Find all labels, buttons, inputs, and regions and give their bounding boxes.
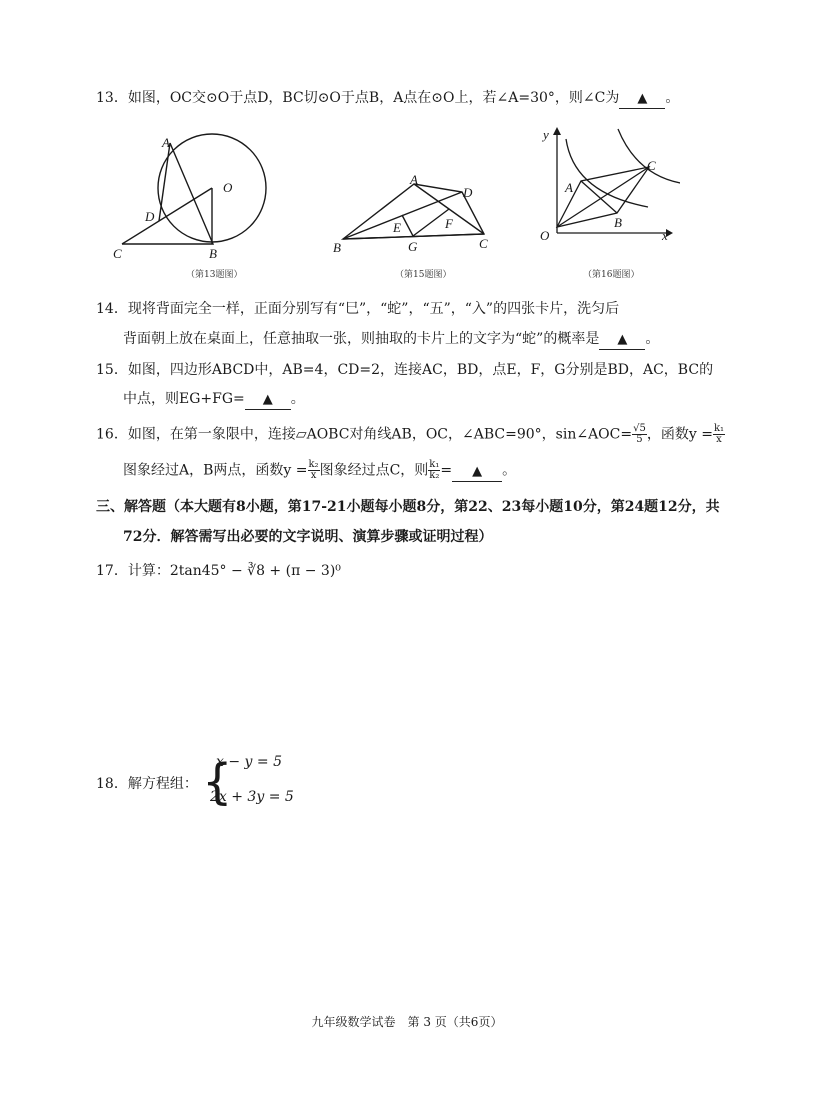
question-16-line2: 图象经过A，B两点，函数y = $\frac{\text{k₂}}{x}$ 图象经过点C，则 $\frac{\text{k₁}}{\text{k₂}}$ = ▲ 。 (123, 459, 517, 481)
q14-line1: 14．现将背面完全一样，正面分别写有“巳”，“蛇”，“五”，“入”的四张卡片，洗匀后 (96, 301, 620, 317)
figure-16 (530, 123, 680, 248)
fraction-k2-x: $\frac{\text{k₂}}{x}$ (308, 459, 319, 481)
label-c: C (479, 236, 488, 251)
question-16: 16．如图，在第一象限中，连接▱AOBC对角线AB，OC，∠ABC=90°，sin∠AOC= $\frac{√5}{5}$ ，函数y = $\frac{\text{k₁}}{x}$ (96, 423, 725, 445)
segment-ad (159, 143, 170, 221)
figure-13-caption: （第13题图） (186, 270, 243, 280)
label-a: A (162, 135, 170, 150)
figure-16-caption: （第16题图） (583, 270, 640, 280)
label-b: B (209, 246, 217, 261)
label-g: G (408, 239, 418, 254)
system-brace: { (202, 754, 233, 810)
label-c: C (647, 158, 656, 173)
figure-13 (108, 128, 278, 263)
label-o: O (540, 228, 550, 243)
figure-15 (328, 170, 498, 260)
label-y: y (543, 127, 549, 142)
label-b: B (333, 240, 341, 255)
curve-k1 (566, 139, 648, 207)
q15-line1: 15．如图，四边形ABCD中，AB=4，CD=2，连接AC，BD，点E，F，G分别是BD，AC，BC的 (96, 362, 714, 378)
y-axis-arrow (553, 127, 561, 135)
equation-2: 2x + 3y = 5 (210, 789, 294, 805)
answer-blank: ▲ (245, 390, 291, 410)
label-a: A (565, 180, 573, 195)
label-f: F (445, 216, 453, 231)
question-15-line2: 中点，则EG+FG= ▲ 。 (123, 390, 305, 410)
label-e: E (393, 220, 401, 235)
question-14-line2: 背面朝上放在桌面上，任意抽取一张，则抽取的卡片上的文字为“蛇”的概率是 ▲ 。 (123, 330, 659, 350)
label-x: x (662, 228, 668, 243)
question-17: 17．计算：2tan45° − ∛8 + (π − 3)⁰ (96, 563, 341, 579)
label-d: D (145, 209, 155, 224)
fraction-k1-k2: $\frac{\text{k₁}}{\text{k₂}}$ (429, 459, 440, 481)
fraction-sin: $\frac{√5}{5}$ (633, 423, 646, 445)
answer-blank: ▲ (619, 89, 665, 109)
section-3-heading: 三、解答题（本大题有8小题，第17-21小题每小题8分，第22、23每小题10分，第24题12分，共 (96, 499, 720, 515)
label-b: B (614, 215, 622, 230)
equation-1: x − y = 5 (216, 754, 282, 770)
page-footer: 九年级数学试卷 第 3 页（共6页） (311, 1015, 503, 1029)
q13-text: 13．如图，OC交⊙O于点D，BC切⊙O于点B，A点在⊙O上，若∠A=30°，则∠C为 (96, 90, 620, 106)
figure-15-caption: （第15题图） (395, 270, 452, 280)
question-18-label: 18．解方程组： (96, 776, 198, 792)
section-3-heading-line2: 72分．解答需写出必要的文字说明、演算步骤或证明过程） (123, 529, 493, 545)
label-a: A (410, 172, 418, 187)
fraction-k1-x: $\frac{\text{k₁}}{x}$ (713, 423, 725, 445)
answer-blank: ▲ (599, 330, 645, 350)
answer-blank: ▲ (452, 462, 502, 482)
segment-oc (122, 188, 212, 244)
label-c: C (113, 246, 122, 261)
label-o: O (223, 180, 233, 195)
question-14 (96, 300, 619, 318)
question-15 (96, 361, 713, 379)
question-13: 13．如图，OC交⊙O于点D，BC切⊙O于点B，A点在⊙O上，若∠A=30°，则∠C为 ▲ 。 (96, 89, 679, 109)
label-d: D (463, 185, 473, 200)
curve-k2 (618, 129, 680, 185)
